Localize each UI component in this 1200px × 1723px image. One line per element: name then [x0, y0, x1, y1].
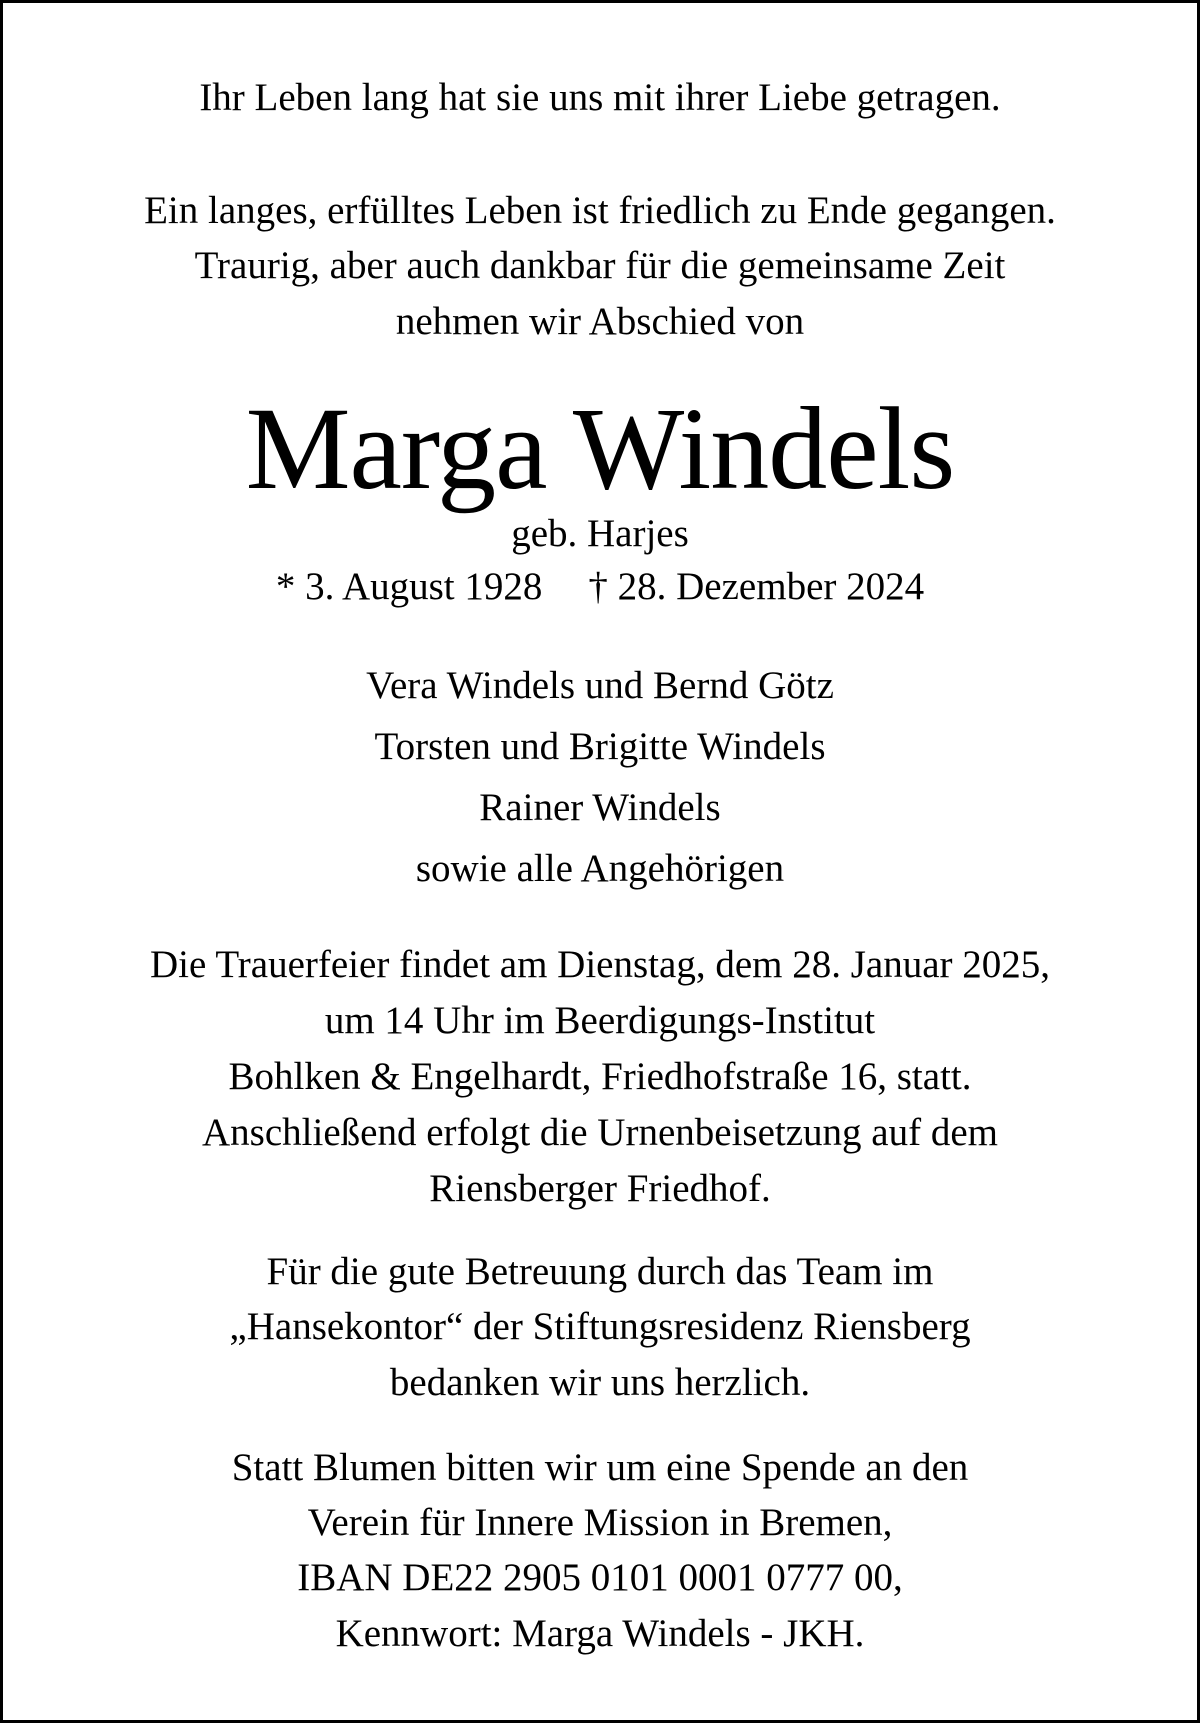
thanks-line: Für die gute Betreuung durch das Team im — [266, 1250, 934, 1293]
mourner-line: Vera Windels und Bernd Götz — [366, 664, 834, 707]
donation-iban: IBAN DE22 2905 0101 0001 0777 00, — [297, 1556, 903, 1599]
thanks-line: bedanken wir uns herzlich. — [389, 1361, 811, 1404]
intro-line: Traurig, aber auch dankbar für die gemeinsame Zeit — [194, 244, 1006, 287]
mourner-line: sowie alle Angehörigen — [415, 847, 785, 890]
death-date: † 28. Dezember 2024 — [588, 565, 925, 608]
birth-date: * 3. August 1928 — [275, 565, 543, 608]
mourner-line: Torsten und Brigitte Windels — [374, 725, 826, 768]
donation-line: Verein für Innere Mission in Bremen, — [307, 1501, 893, 1544]
life-dates — [0, 567, 1200, 606]
opening-quote: Ihr Leben lang hat sie uns mit ihrer Liebe getragen. — [199, 76, 1001, 119]
thanks-line: „Hansekontor“ der Stiftungsresidenz Riensberg — [229, 1305, 971, 1348]
donation-line: Statt Blumen bitten wir um eine Spende an den — [231, 1446, 969, 1489]
birth-name: geb. Harjes — [511, 512, 689, 555]
deceased-name: Marga Windels — [245, 383, 955, 514]
ceremony-line: Bohlken & Engelhardt, Friedhofstraße 16, statt. — [228, 1055, 972, 1098]
donation-keyword: Kennwort: Marga Windels - JKH. — [335, 1612, 865, 1655]
ceremony-line: Anschließend erfolgt die Urnenbeisetzung auf dem — [202, 1111, 998, 1154]
intro-line: Ein langes, erfülltes Leben ist friedlich zu Ende gegangen. — [144, 189, 1056, 232]
intro-line: nehmen wir Abschied von — [395, 300, 805, 343]
ceremony-line: um 14 Uhr im Beerdigungs-Institut — [324, 999, 876, 1042]
ceremony-line: Die Trauerfeier findet am Dienstag, dem 28. Januar 2025, — [149, 943, 1050, 986]
ceremony-line: Riensberger Friedhof. — [429, 1167, 771, 1210]
mourner-line: Rainer Windels — [479, 786, 721, 829]
